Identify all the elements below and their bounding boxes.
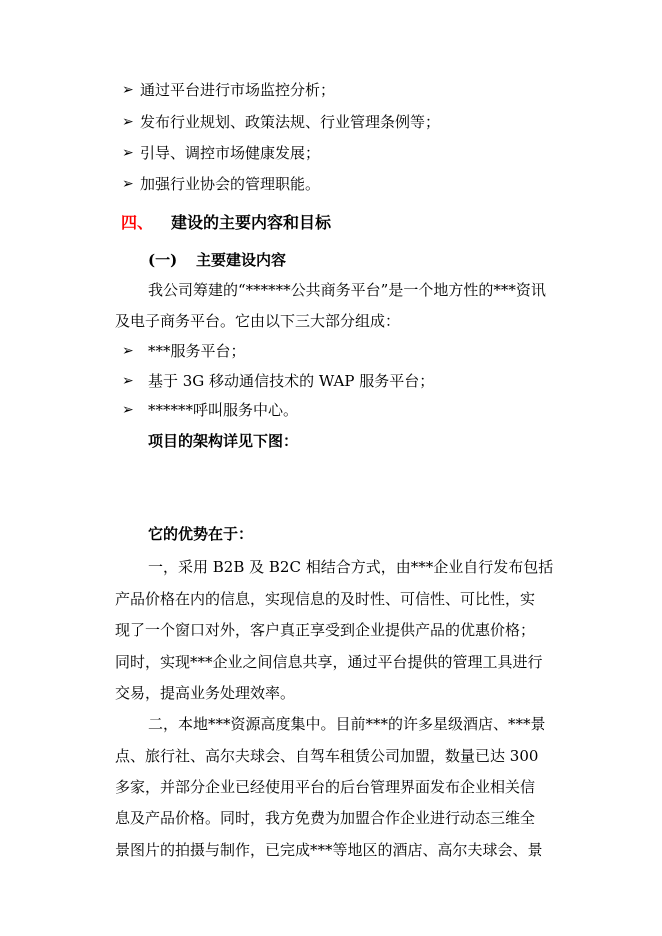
para2-line: 点、旅行社、高尔夫球会、自驾车租赁公司加盟，数量已达 300 [115, 747, 539, 765]
para1-line: 同时，实现***企业之间信息共享，通过平台提供的管理工具进行 [115, 653, 543, 671]
part-item: 基于 3G 移动通信技术的 WAP 服务平台； [148, 372, 435, 390]
subsection-title: 主要建设内容 [196, 251, 287, 269]
intro-line: 及电子商务平台。它由以下三大部分组成： [115, 312, 401, 330]
bullet-item: 发布行业规划、政策法规、行业管理条例等； [140, 113, 441, 131]
section-title: 建设的主要内容和目标 [171, 213, 332, 232]
bullet-arrow-icon: ➢ [122, 145, 134, 161]
bullet-item: 通过平台进行市场监控分析； [140, 81, 336, 99]
bullet-arrow-icon: ➢ [122, 82, 134, 98]
bullet-item: 引导、调控市场健康发展； [140, 144, 321, 162]
bullet-arrow-icon: ➢ [122, 114, 134, 130]
para2-line: 多家，并部分企业已经使用平台的后台管理界面发布企业相关信 [115, 778, 536, 796]
para2-line: 息及产品价格。同时，我方免费为加盟合作企业进行动态三维全 [115, 809, 536, 827]
subsection-number: (一) [148, 251, 178, 269]
para1-line: 产品价格在内的信息，实现信息的及时性、可信性、可比性，实 [115, 590, 536, 608]
part-item: ******呼叫服务中心。 [148, 401, 299, 419]
para1-line: 一，采用 B2B 及 B2C 相结合方式，由***企业自行发布包括 [148, 558, 554, 576]
bullet-arrow-icon: ➢ [122, 176, 134, 192]
section-number: 四、 [121, 213, 154, 232]
architecture-caption: 项目的架构详见下图： [148, 432, 299, 450]
para2-line: 景图片的拍摄与制作，已完成***等地区的酒店、高尔夫球会、景 [115, 841, 543, 859]
para2-line: 二，本地***资源高度集中。目前***的许多星级酒店、***景 [148, 715, 546, 733]
intro-line: 我公司筹建的“******公共商务平台”是一个地方性的***资讯 [148, 281, 546, 299]
para1-line: 现了一个窗口对外，客户真正享受到企业提供产品的优惠价格； [115, 621, 536, 639]
bullet-item: 加强行业协会的管理职能。 [140, 175, 321, 193]
advantage-heading: 它的优势在于： [148, 525, 254, 543]
bullet-arrow-icon: ➢ [122, 402, 134, 418]
para1-line: 交易，提高业务处理效率。 [115, 684, 296, 702]
bullet-arrow-icon: ➢ [122, 373, 134, 389]
part-item: ***服务平台； [148, 342, 246, 360]
bullet-arrow-icon: ➢ [122, 343, 134, 359]
